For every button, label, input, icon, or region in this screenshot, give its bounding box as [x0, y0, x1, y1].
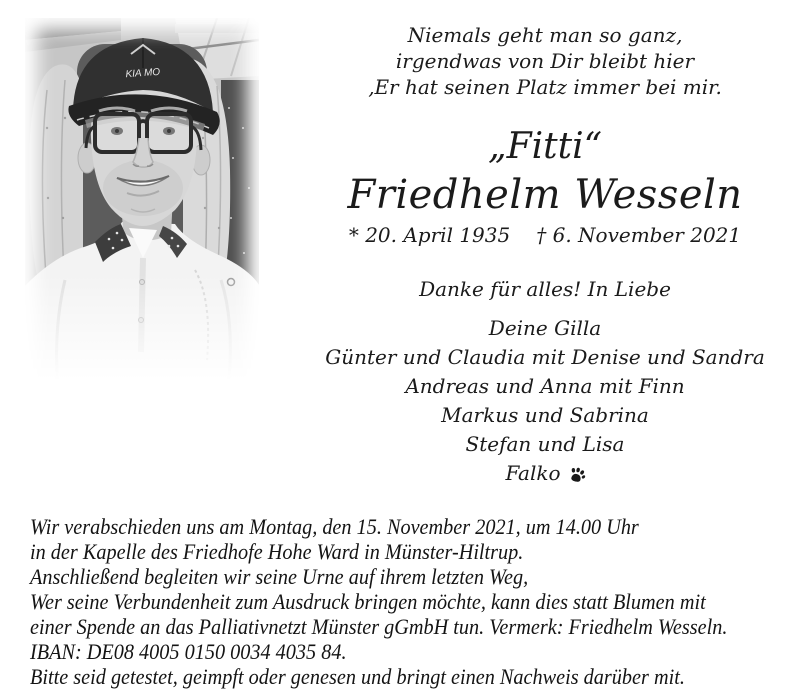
funeral-info-line: einer Spende an das Palliativnetzt Münster gGmbH tun. Vermerk: Friedhelm Wesseln. — [30, 614, 728, 639]
mourners-list — [310, 314, 780, 491]
pet-line — [310, 459, 780, 491]
mourner-line: Stefan und Lisa — [465, 432, 625, 456]
mourner-line: Andreas und Anna mit Finn — [405, 374, 685, 398]
cap-brand-text: KIA MO — [125, 66, 161, 81]
announcement-column — [310, 22, 780, 491]
deceased-name: Friedhelm Wesseln — [347, 172, 743, 218]
birth-date: * 20. April 1935 — [348, 223, 511, 247]
portrait-photo — [25, 18, 259, 400]
portrait-illustration — [25, 18, 259, 400]
death-date: † 6. November 2021 — [536, 223, 742, 247]
funeral-info-line: Anschließend begleiten wir seine Urne auf ihrem letzten Weg, — [30, 564, 529, 589]
verse-line: irgendwas von Dir bleibt hier — [395, 49, 695, 73]
paw-print-icon — [564, 460, 588, 492]
verse-line: ‚Er hat seinen Platz immer bei mir. — [368, 75, 722, 99]
life-dates — [310, 222, 780, 248]
funeral-info-line: Wer seine Verbundenheit zum Ausdruck bringen möchte, kann dies statt Blumen mit — [30, 589, 706, 614]
pet-name: Falko — [505, 461, 561, 485]
funeral-info-line: in der Kapelle des Friedhofe Hohe Ward in Münster-Hiltrup. — [30, 539, 524, 564]
funeral-info-line: Bitte seid getestet, geimpft oder genesen und bringt einen Nachweis darüber mit. — [30, 664, 685, 689]
funeral-information — [30, 514, 800, 689]
funeral-info-line: IBAN: DE08 4005 0150 0034 4035 84. — [30, 639, 347, 664]
mourner-line: Günter und Claudia mit Denise und Sandra — [325, 345, 765, 369]
verse-line: Niemals geht man so ganz, — [407, 23, 683, 47]
mourner-line: Markus und Sabrina — [441, 403, 649, 427]
deceased-nickname: „Fitti“ — [488, 126, 602, 167]
memorial-verse — [310, 22, 780, 100]
thanks-line: Danke für alles! In Liebe — [419, 277, 671, 301]
funeral-info-line: Wir verabschieden uns am Montag, den 15. November 2021, um 14.00 Uhr — [30, 514, 639, 539]
mourner-line: Deine Gilla — [488, 316, 602, 340]
